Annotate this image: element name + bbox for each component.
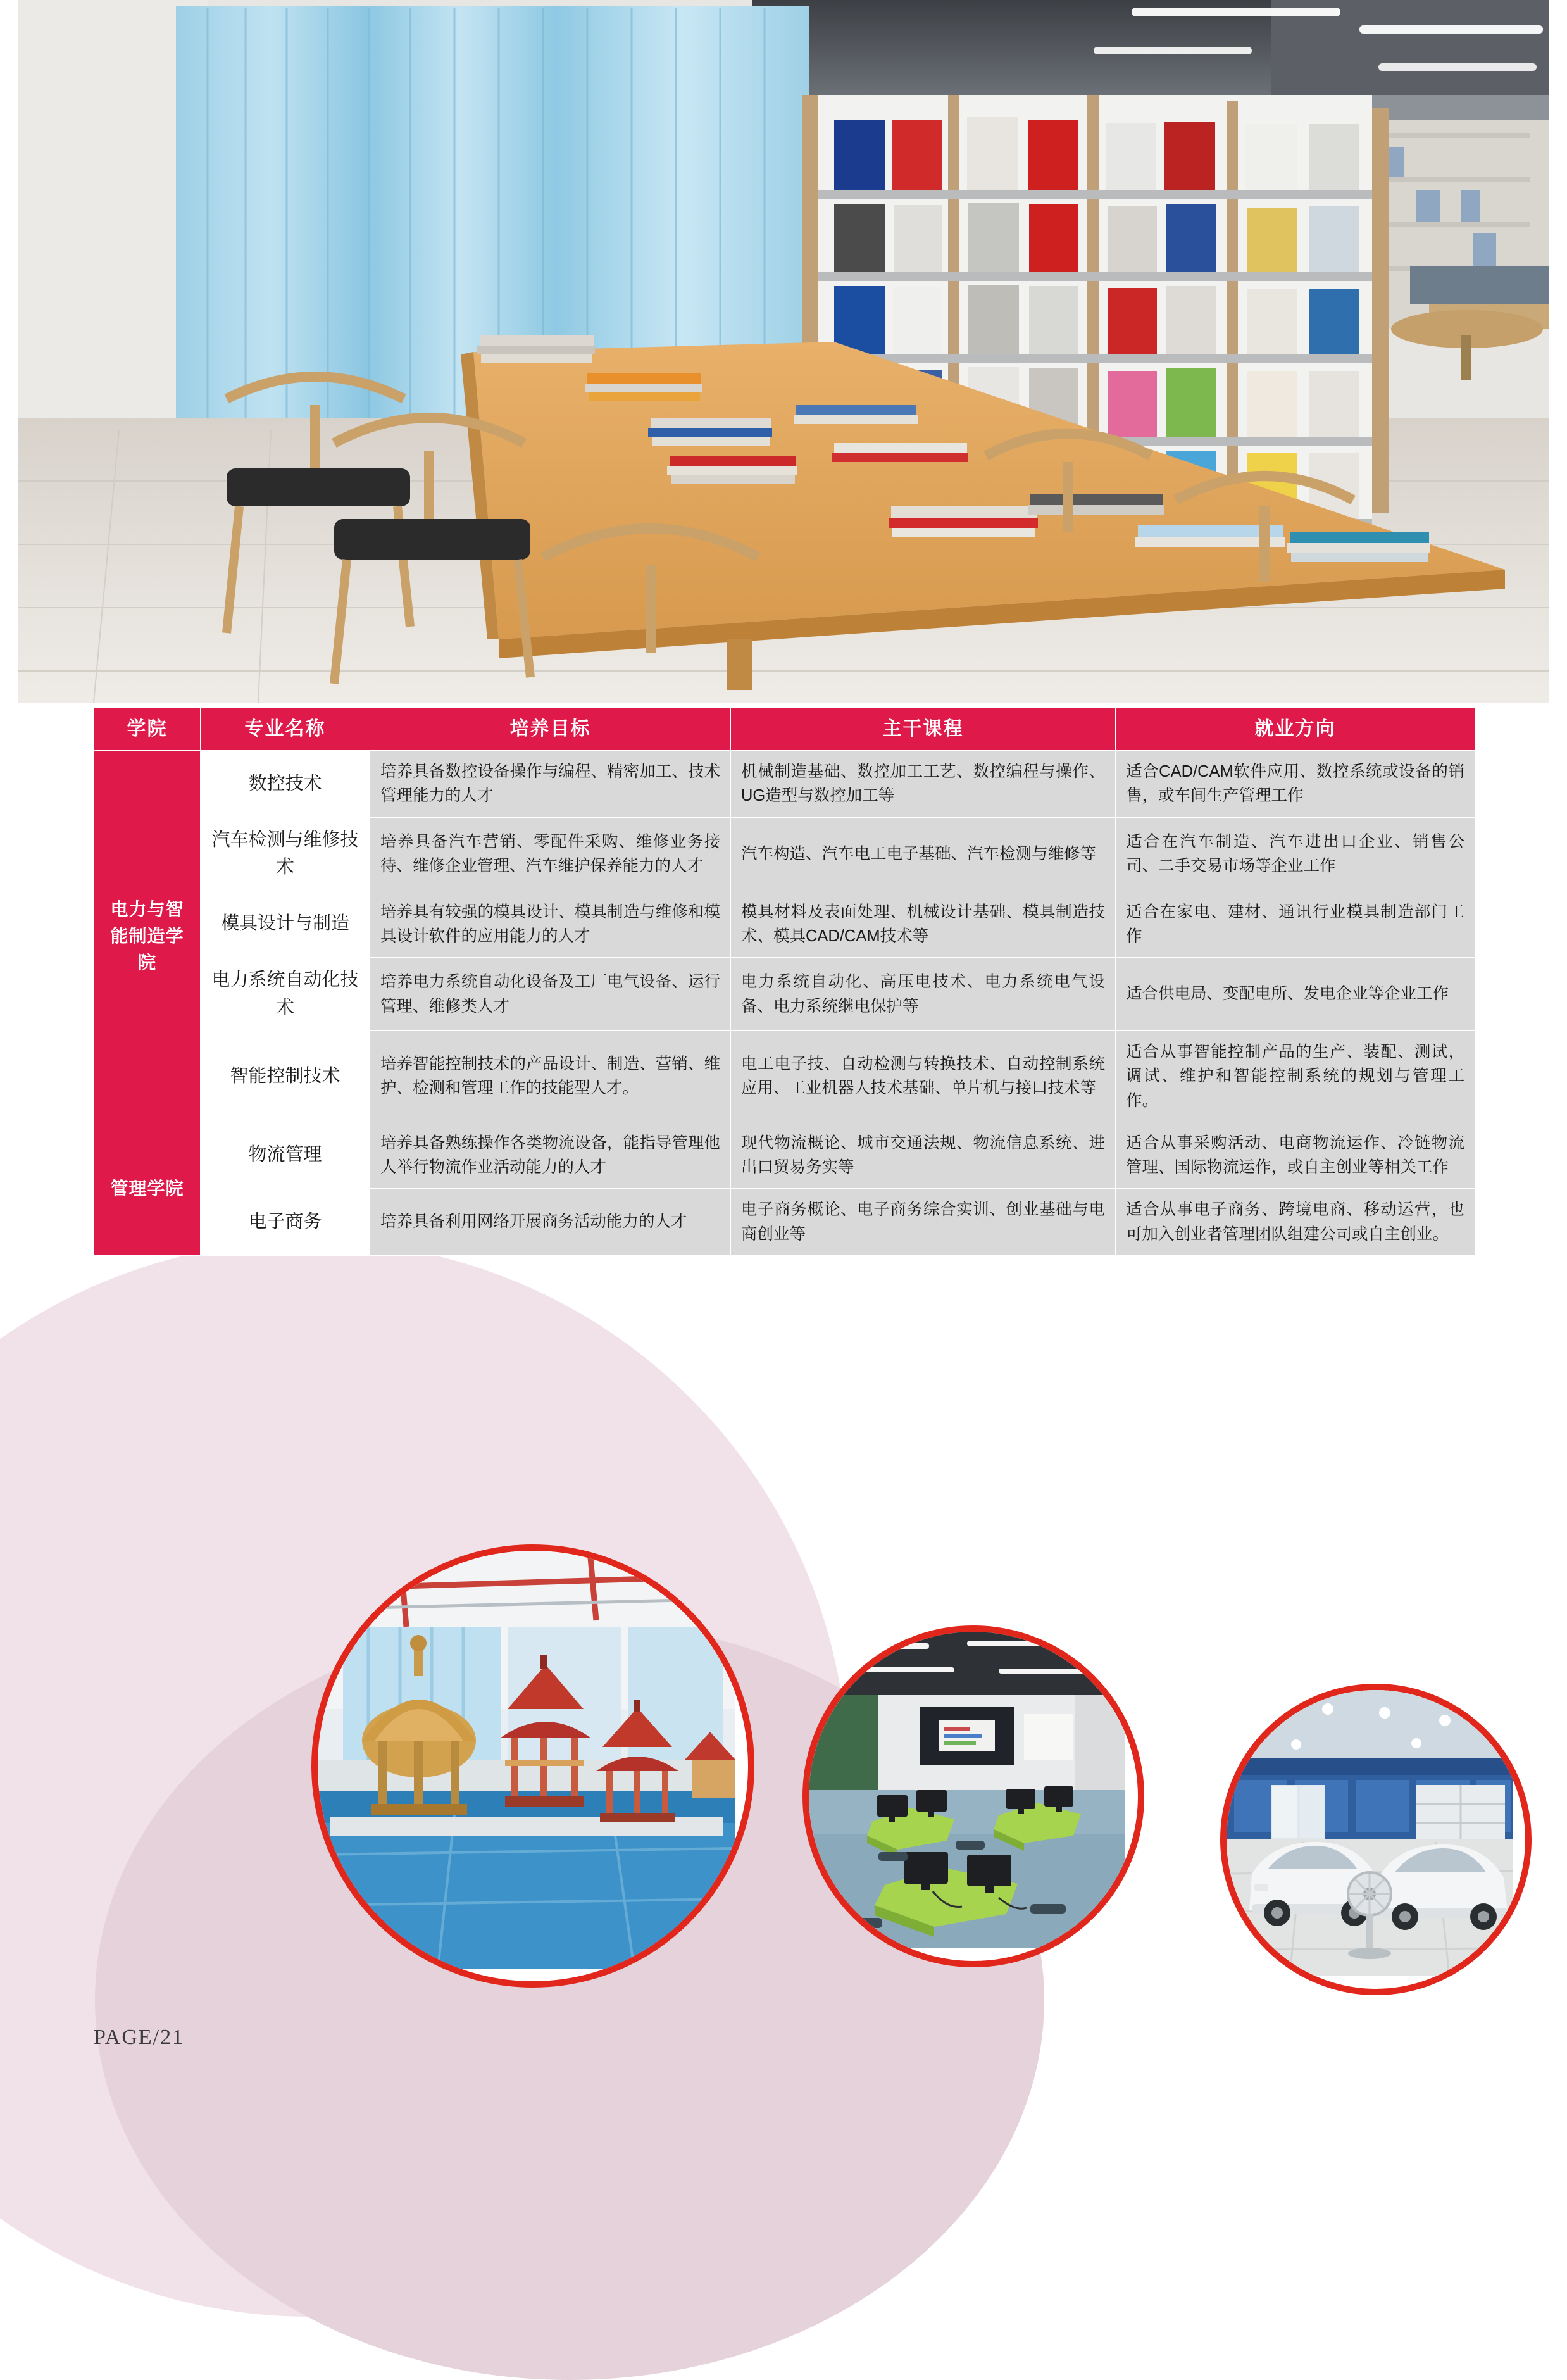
goal-cell: 培养智能控制技术的产品设计、制造、营销、维护、检测和管理工作的技能型人才。 (370, 1031, 731, 1122)
header-courses: 主干课程 (731, 708, 1116, 751)
courses-cell: 汽车构造、汽车电工电子基础、汽车检测与维修等 (731, 817, 1116, 891)
courses-cell: 模具材料及表面处理、机械设计基础、模具制造技术、模具CAD/CAM技术等 (731, 891, 1116, 958)
majors-table-wrapper (94, 708, 1475, 1256)
career-cell: 适合在汽车制造、汽车进出口企业、销售公司、二手交易市场等企业工作 (1116, 817, 1475, 891)
goal-cell: 培养具有较强的模具设计、模具制造与维修和模具设计软件的应用能力的人才 (370, 891, 731, 958)
table-row (94, 1122, 1475, 1189)
automotive-workshop-photo (1220, 1684, 1532, 1995)
major-cell: 电子商务 (201, 1189, 370, 1256)
career-cell: 适合供电局、变配电所、发电企业等企业工作 (1116, 958, 1475, 1031)
header-career: 就业方向 (1116, 708, 1475, 751)
computer-training-room-photo (802, 1625, 1144, 1967)
table-row (94, 1189, 1475, 1256)
header-college: 学院 (94, 708, 201, 751)
career-cell: 适合CAD/CAM软件应用、数控系统或设备的销售，或车间生产管理工作 (1116, 751, 1475, 818)
college-cell-power-intelligent-manufacturing: 电力与智能制造学院 (94, 751, 201, 1122)
career-cell: 适合从事智能控制产品的生产、装配、测试，调试、维护和智能控制系统的规划与管理工作。 (1116, 1031, 1475, 1122)
courses-cell: 电力系统自动化、高压电技术、电力系统电气设备、电力系统继电保护等 (731, 958, 1116, 1031)
major-cell: 电力系统自动化技术 (201, 958, 370, 1031)
courses-cell: 电子商务概论、电子商务综合实训、创业基础与电商创业等 (731, 1189, 1116, 1256)
career-cell: 适合从事电子商务、跨境电商、移动运营，也可加入创业者管理团队组建公司或自主创业。 (1116, 1189, 1475, 1256)
table-row (94, 958, 1475, 1031)
library-reading-room-photo (18, 0, 1549, 703)
table-row (94, 1031, 1475, 1122)
courses-cell: 现代物流概论、城市交通法规、物流信息系统、进出口贸易务实等 (731, 1122, 1116, 1189)
courses-cell: 机械制造基础、数控加工工艺、数控编程与操作、UG造型与数控加工等 (731, 751, 1116, 818)
header-major: 专业名称 (201, 708, 370, 751)
career-cell: 适合在家电、建材、通讯行业模具制造部门工作 (1116, 891, 1475, 958)
major-cell: 数控技术 (201, 751, 370, 818)
goal-cell: 培养具备数控设备操作与编程、精密加工、技术管理能力的人才 (370, 751, 731, 818)
major-cell: 模具设计与制造 (201, 891, 370, 958)
page-number: PAGE/21 (94, 2026, 185, 2049)
header-goal: 培养目标 (370, 708, 731, 751)
goal-cell: 培养电力系统自动化设备及工厂电气设备、运行管理、维修类人才 (370, 958, 731, 1031)
major-cell: 汽车检测与维修技术 (201, 817, 370, 891)
table-row (94, 817, 1475, 891)
courses-cell: 电工电子技、自动检测与转换技术、自动控制系统应用、工业机器人技术基础、单片机与接口技术等 (731, 1031, 1116, 1122)
major-cell: 物流管理 (201, 1122, 370, 1189)
table-row (94, 891, 1475, 958)
major-cell: 智能控制技术 (201, 1031, 370, 1122)
goal-cell: 培养具备利用网络开展商务活动能力的人才 (370, 1189, 731, 1256)
table-row (94, 751, 1475, 818)
table-header-row (94, 708, 1475, 751)
majors-table (94, 708, 1475, 1256)
college-cell-management: 管理学院 (94, 1122, 201, 1255)
goal-cell: 培养具备熟练操作各类物流设备，能指导管理他人举行物流作业活动能力的人才 (370, 1122, 731, 1189)
architecture-models-lab-photo (311, 1544, 754, 1988)
career-cell: 适合从事采购活动、电商物流运作、冷链物流管理、国际物流运作，或自主创业等相关工作 (1116, 1122, 1475, 1189)
goal-cell: 培养具备汽车营销、零配件采购、维修业务接待、维修企业管理、汽车维护保养能力的人才 (370, 817, 731, 891)
